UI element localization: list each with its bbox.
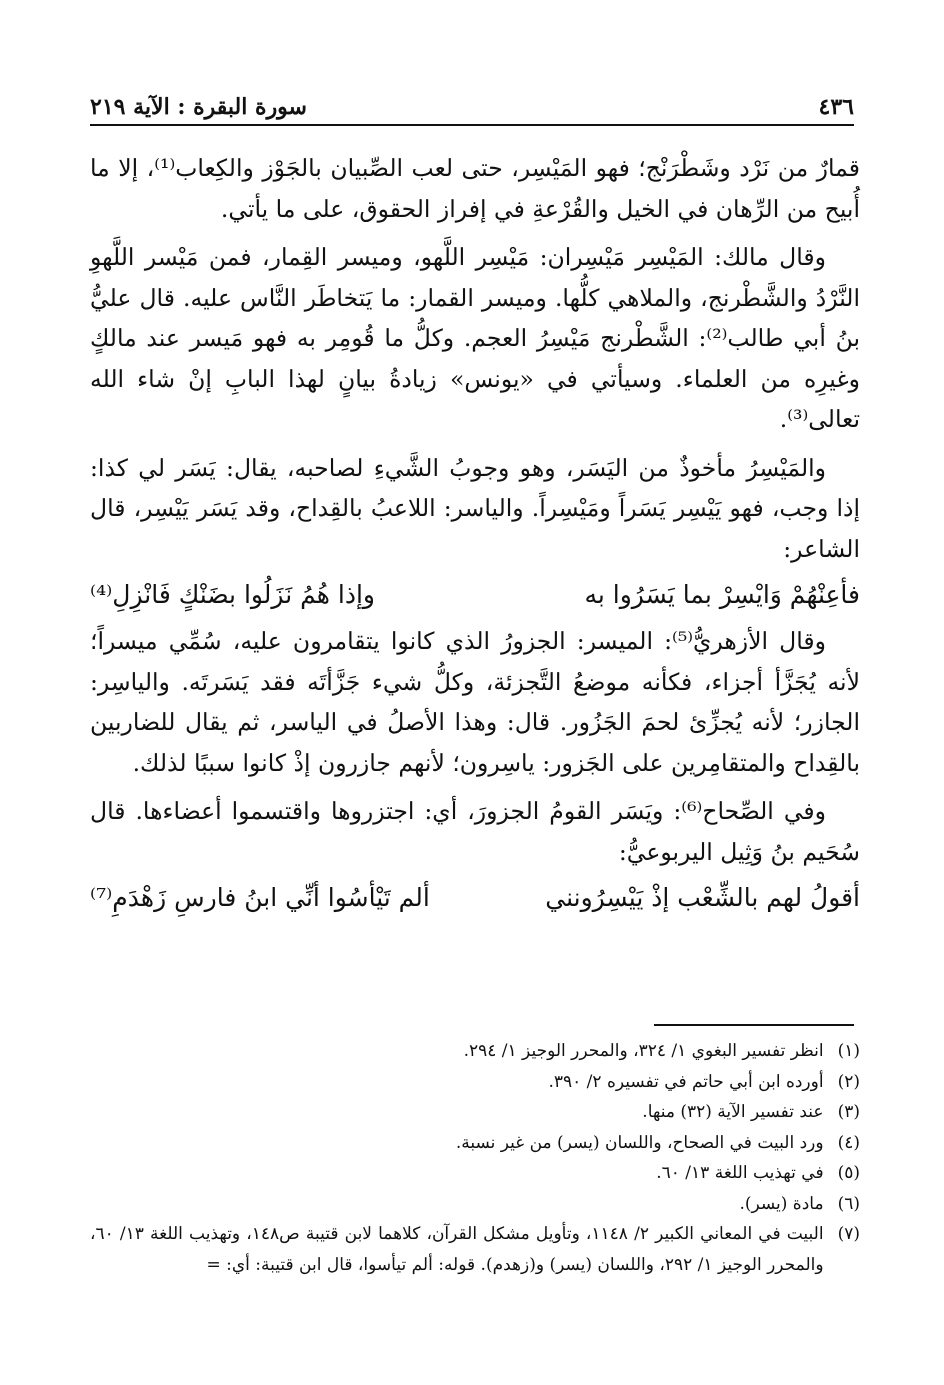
footnote-number: (٤) [837, 1132, 860, 1153]
header-rule [90, 124, 854, 126]
footnote-rule [654, 1024, 854, 1026]
footnote-text: أورده ابن أبي حاتم في تفسيره ٢/ ٣٩٠. [548, 1071, 824, 1092]
footnote-number: (١) [837, 1041, 860, 1061]
footnote-item [90, 1067, 860, 1098]
paragraph-2: وقال مالك: المَيْسِر مَيْسِران: مَيْسِر اللَّهو، وميسر القِمار، فمن مَيْسر اللَّهوِ النَّرْدُ والشَّطْرنج، والملاهي كلُّها. وميسر القمار: ما يَتخاطَر النَّاس عليه. قال عليُّ بنُ أبي طالب⁽²⁾: الشَّطْرنج مَيْسِرُ العجم. وكلُّ ما قُومِر به فهو مَيسر عند مالكٍ وغيرِه من العلماء. وسيأتي في «يونس» زيادةُ بيانٍ لهذا البابِ إنْ شاء الله تعالى⁽³⁾. [90, 243, 860, 433]
footnote-item [90, 1158, 860, 1189]
verse-2-first-hemistich: أقولُ لهم بالشِّعْب إذْ يَيْسِرُونني [545, 883, 860, 912]
footnote-number: (٧) [837, 1224, 860, 1244]
page-number: ٤٣٦ [818, 94, 854, 120]
footnotes [90, 1036, 860, 1280]
main-text [90, 148, 860, 924]
surah-title: سورة البقرة : الآية ٢١٩ [90, 94, 307, 120]
footnote-text: ورد البيت في الصحاح، واللسان (يسر) من غير نسبة. [455, 1132, 824, 1153]
paragraph-5: وفي الصِّحاح⁽⁶⁾: ويَسَر القومُ الجزورَ، أي: اجتزروها واقتسموا أعضاءها. قال سُحَيم بنُ وَثِيل اليربوعيُّ: [90, 797, 860, 866]
footnote-text: عند تفسير الآية (٣٢) منها. [642, 1102, 824, 1122]
verse-1-first-hemistich: فأعِنْهُمْ وَايْسِرْ بما يَسَرُوا به [584, 580, 860, 609]
footnote-item [90, 1128, 860, 1159]
page-header [90, 84, 854, 120]
footnote-item [90, 1097, 860, 1128]
verse-1 [90, 573, 860, 617]
footnote-number: (٢) [837, 1071, 860, 1092]
footnote-text: البيت في المعاني الكبير ٢/ ١١٤٨، وتأويل مشكل القرآن، كلاهما لابن قتيبة ص١٤٨، وتهذيب اللغة ١٣/ ٦٠، والمحرر الوجيز ١/ ٢٩٢، واللسان (يسر) و(زهدم). قوله: ألم تيأسوا، قال ابن قتيبة: أي: = [90, 1224, 824, 1275]
paragraph-3: والمَيْسِرُ مأخوذٌ من اليَسَر، وهو وجوبُ الشَّيءِ لصاحبه، يقال: يَسَر لي كذا: إذا وجب، فهو يَيْسِر يَسَراً ومَيْسِراً. والياسر: اللاعبُ بالقِداح، وقد يَسَر يَيْسِر، قال الشاعر: [90, 453, 860, 563]
footnote-text: في تهذيب اللغة ١٣/ ٦٠. [656, 1163, 824, 1183]
footnote-item [90, 1219, 860, 1280]
footnote-number: (٦) [837, 1193, 860, 1214]
paragraph-4: وقال الأزهريُّ⁽⁵⁾: الميسر: الجزورُ الذي كانوا يتقامرون عليه، سُمِّي ميسراً؛ لأنه يُجَزَّأ أجزاء، فكأنه موضعُ التَّجزئة، وكلُّ شيء جَزَّأتَه فقد يَسَرتَه. والياسِر: الجازر؛ لأنه يُجزِّئ لحمَ الجَزُور. قال: وهذا الأصلُ في الياسر، ثم يقال للضاربين بالقِداح والمتقامِرين على الجَزور: ياسِرون؛ لأنهم جازرون إذْ كانوا سببًا لذلك. [90, 627, 860, 777]
footnote-number: (٣) [837, 1102, 860, 1122]
footnote-item [90, 1189, 860, 1220]
verse-2-second-hemistich: ألم تَيْأسُوا أنِّي ابنُ فارسِ زَهْدَمِ⁽⁷⁾ [90, 883, 430, 912]
footnote-text: انظر تفسير البغوي ١/ ٣٢٤، والمحرر الوجيز ١/ ٢٩٤. [463, 1041, 824, 1061]
verse-1-second-hemistich: وإذا هُمُ نَزَلُوا بضَنْكٍ فَانْزِلِ⁽⁴⁾ [90, 580, 375, 609]
verse-2 [90, 876, 860, 920]
footnote-number: (٥) [837, 1163, 860, 1183]
footnote-text: مادة (يسر). [739, 1193, 824, 1214]
footnote-item [90, 1036, 860, 1067]
paragraph-1: قمارٌ من نَرْد وشَطْرَنْج؛ فهو المَيْسِر، حتى لعب الصِّبيان بالجَوْز والكِعاب⁽¹⁾، إلا ما أُبيح من الرِّهان في الخيل والقُرْعةِ في إفراز الحقوق، على ما يأتي. [90, 154, 860, 223]
